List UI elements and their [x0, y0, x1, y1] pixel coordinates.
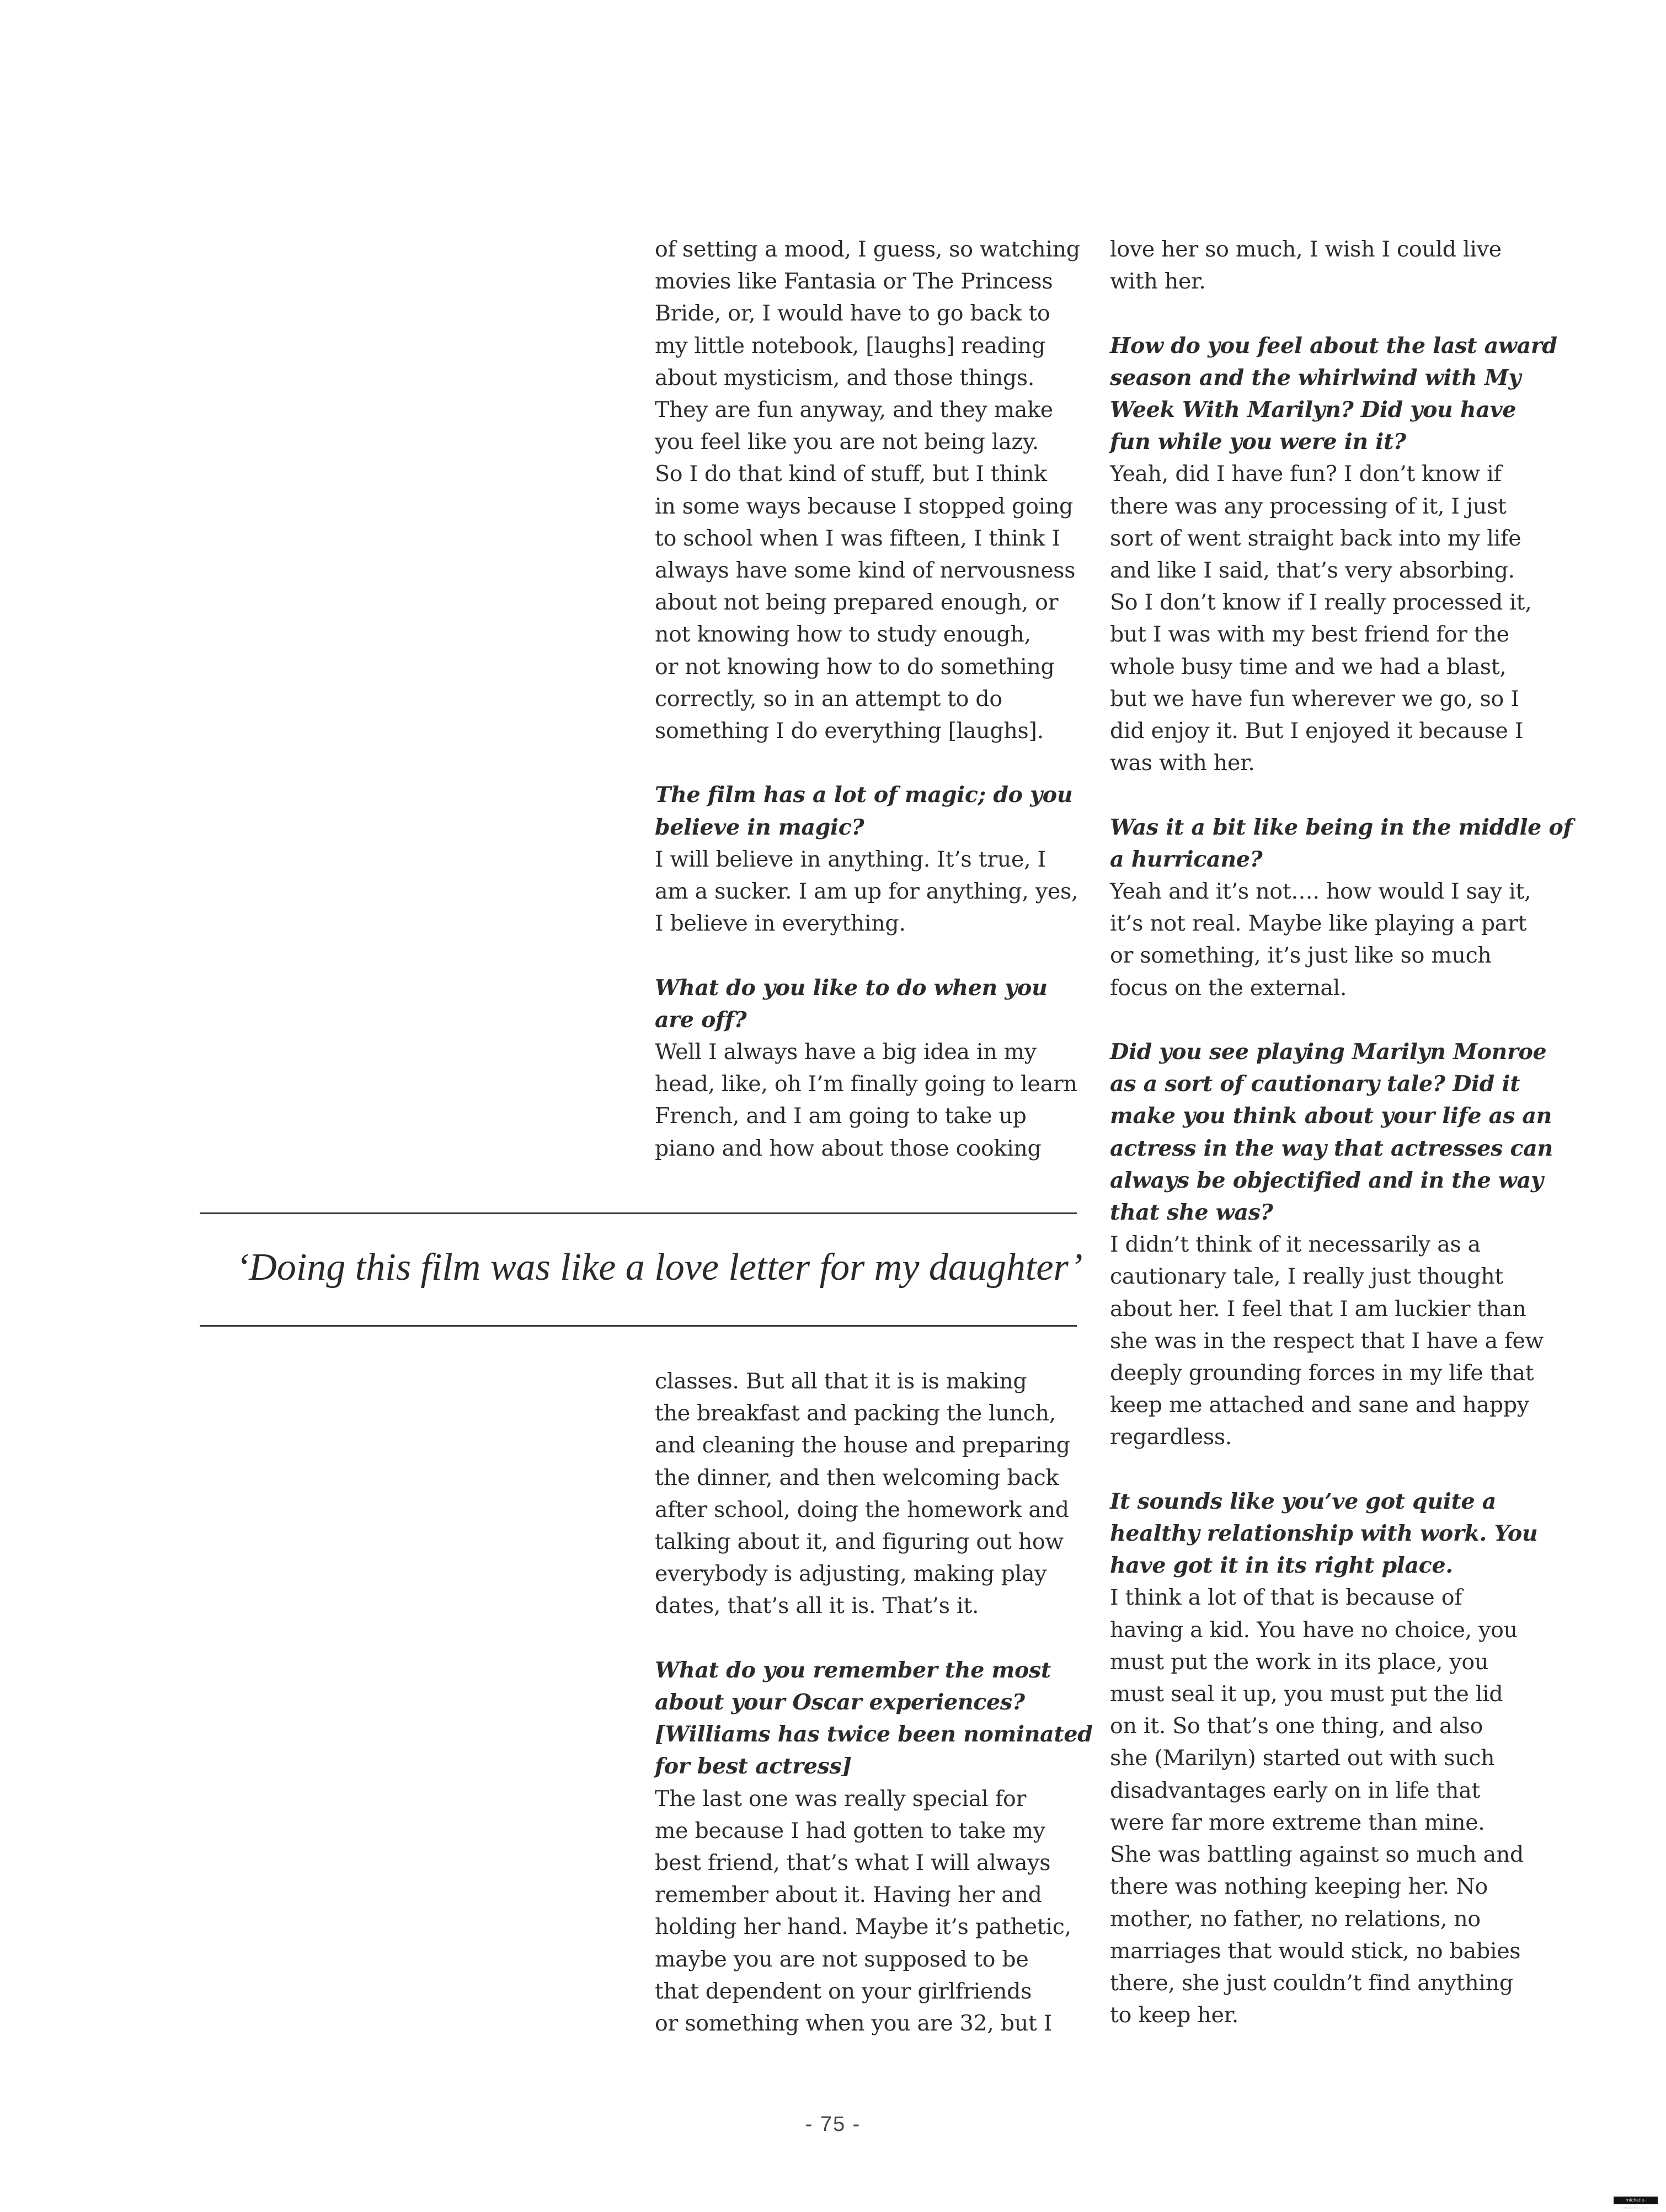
text-line: there was nothing keeping her. No: [1110, 1874, 1488, 1900]
text-line: dates, that’s all it is. That’s it.: [655, 1593, 979, 1619]
text-line: my little notebook, [laughs] reading: [655, 333, 1045, 359]
question-line: Did you see playing Marilyn Monroe: [1110, 1039, 1547, 1065]
question-line: always be objectified and in the way: [1110, 1167, 1544, 1193]
question-line: What do you remember the most: [655, 1657, 1051, 1683]
text-line: and cleaning the house and preparing: [655, 1433, 1070, 1458]
question-line: make you think about your life as an: [1110, 1103, 1552, 1129]
text-line: whole busy time and we had a blast,: [1110, 654, 1507, 680]
text-line: did enjoy it. But I enjoyed it because I: [1110, 718, 1524, 744]
text-line: I believe in everything.: [655, 911, 906, 937]
text-line: about mysticism, and those things.: [655, 365, 1035, 391]
text-line: I didn’t think of it necessarily as a: [1110, 1232, 1481, 1258]
pull-quote: ‘Doing this film was like a love letter for my daughter’: [236, 1246, 1083, 1289]
article-column-2: [655, 1365, 1091, 2039]
text-line: head, like, oh I’m finally going to learn: [655, 1071, 1077, 1097]
text-line: or not knowing how to do something: [655, 654, 1055, 680]
text-line: I think a lot of that is because of: [1110, 1585, 1462, 1611]
question-line: are off?: [655, 1007, 747, 1033]
question-line: as a sort of cautionary tale? Did it: [1110, 1071, 1520, 1097]
text-line: not knowing how to study enough,: [655, 622, 1031, 648]
text-line: were far more extreme than mine.: [1110, 1809, 1485, 1835]
text-line: was with her.: [1110, 750, 1255, 776]
text-line: So I do that kind of stuff, but I think: [655, 461, 1047, 487]
text-line: of setting a mood, I guess, so watching: [655, 237, 1080, 262]
paragraph-gap: [1110, 779, 1546, 811]
text-line: movies like Fantasia or The Princess: [655, 269, 1053, 295]
page-number: - 75 -: [805, 2113, 861, 2136]
question-line: Was it a bit like being in the middle of: [1110, 814, 1573, 840]
text-line: must seal it up, you must put the lid: [1110, 1681, 1503, 1707]
paragraph-gap: [1110, 1004, 1546, 1036]
question-line: fun while you were in it?: [1110, 429, 1406, 455]
text-line: holding her hand. Maybe it’s pathetic,: [655, 1914, 1071, 1940]
article-column-1: [655, 233, 1091, 1164]
question-line: The film has a lot of magic; do you: [655, 782, 1073, 808]
article-column-3: [1110, 233, 1573, 2031]
paragraph-gap: [655, 747, 1091, 779]
text-line: the dinner, and then welcoming back: [655, 1465, 1059, 1490]
paragraph-gap: [1110, 297, 1546, 329]
text-line: focus on the external.: [1110, 975, 1347, 1001]
text-line: or something when you are 32, but I: [655, 2011, 1053, 2037]
text-line: So I don’t know if I really processed it,: [1110, 590, 1532, 616]
question-line: believe in magic?: [655, 814, 864, 840]
text-line: correctly, so in an attempt to do: [655, 686, 1002, 712]
text-line: regardless.: [1110, 1424, 1232, 1450]
text-line: to school when I was fifteen, I think I: [655, 525, 1060, 551]
text-line: everybody is adjusting, making play: [655, 1561, 1047, 1587]
question-line: about your Oscar experiences?: [655, 1690, 1025, 1716]
text-line: there was any processing of it, I just: [1110, 493, 1507, 519]
question-line: season and the whirlwind with My: [1110, 365, 1521, 391]
text-line: sort of went straight back into my life: [1110, 525, 1521, 551]
text-line: must put the work in its place, you: [1110, 1649, 1489, 1675]
text-line: keep me attached and sane and happy: [1110, 1392, 1529, 1418]
question-line: actress in the way that actresses can: [1110, 1135, 1553, 1161]
text-line: you feel like you are not being lazy.: [655, 429, 1039, 455]
text-line: she was in the respect that I have a few: [1110, 1328, 1544, 1354]
text-line: and like I said, that’s very absorbing.: [1110, 558, 1515, 584]
text-line: piano and how about those cooking: [655, 1135, 1042, 1161]
text-line: she (Marilyn) started out with such: [1110, 1745, 1495, 1771]
text-line: deeply grounding forces in my life that: [1110, 1360, 1534, 1386]
watermark: michelle-williams.org: [1614, 2197, 1658, 2204]
text-line: on it. So that’s one thing, and also: [1110, 1713, 1483, 1739]
text-line: but I was with my best friend for the: [1110, 622, 1509, 648]
text-line: with her.: [1110, 269, 1206, 295]
text-line: I will believe in anything. It’s true, I: [655, 846, 1046, 872]
text-line: mother, no father, no relations, no: [1110, 1906, 1481, 1932]
pull-quote-rule-bottom: [200, 1325, 1077, 1327]
question-line: for best actress]: [655, 1754, 852, 1780]
text-line: love her so much, I wish I could live: [1110, 237, 1502, 262]
text-line: but we have fun wherever we go, so I: [1110, 686, 1519, 712]
question-line: Week With Marilyn? Did you have: [1110, 397, 1517, 423]
text-line: cautionary tale, I really just thought: [1110, 1264, 1503, 1290]
text-line: am a sucker. I am up for anything, yes,: [655, 879, 1078, 905]
text-line: The last one was really special for: [655, 1786, 1027, 1812]
text-line: Yeah, did I have fun? I don’t know if: [1110, 461, 1502, 487]
text-line: about her. I feel that I am luckier than: [1110, 1296, 1526, 1322]
question-line: What do you like to do when you: [655, 975, 1048, 1001]
text-line: disadvantages early on in life that: [1110, 1777, 1481, 1803]
text-line: after school, doing the homework and: [655, 1497, 1069, 1522]
question-line: that she was?: [1110, 1200, 1273, 1226]
paragraph-gap: [1110, 1454, 1546, 1486]
text-line: They are fun anyway, and they make: [655, 397, 1053, 423]
text-line: classes. But all that it is is making: [655, 1369, 1027, 1394]
text-line: the breakfast and packing the lunch,: [655, 1401, 1056, 1426]
question-line: healthy relationship with work. You: [1110, 1521, 1538, 1547]
text-line: having a kid. You have no choice, you: [1110, 1617, 1518, 1643]
text-line: or something, it’s just like so much: [1110, 943, 1492, 969]
question-line: How do you feel about the last award: [1110, 333, 1557, 359]
text-line: it’s not real. Maybe like playing a part: [1110, 911, 1527, 937]
text-line: to keep her.: [1110, 2002, 1239, 2028]
pull-quote-rule-top: [200, 1212, 1077, 1214]
text-line: something I do everything [laughs].: [655, 718, 1044, 744]
paragraph-gap: [655, 939, 1091, 971]
text-line: me because I had gotten to take my: [655, 1818, 1045, 1844]
text-line: talking about it, and figuring out how: [655, 1529, 1064, 1555]
question-line: It sounds like you’ve got quite a: [1110, 1488, 1497, 1514]
text-line: maybe you are not supposed to be: [655, 1946, 1029, 1972]
question-line: a hurricane?: [1110, 846, 1263, 872]
text-line: Bride, or, I would have to go back to: [655, 301, 1050, 327]
question-line: [Williams has twice been nominated: [655, 1722, 1093, 1748]
text-line: Yeah and it’s not…. how would I say it,: [1110, 879, 1531, 905]
question-line: have got it in its right place.: [1110, 1553, 1453, 1579]
text-line: She was battling against so much and: [1110, 1842, 1524, 1868]
text-line: marriages that would stick, no babies: [1110, 1938, 1521, 1964]
text-line: best friend, that’s what I will always: [655, 1850, 1051, 1876]
text-line: French, and I am going to take up: [655, 1103, 1027, 1129]
paragraph-gap: [655, 1622, 1091, 1654]
text-line: there, she just couldn’t find anything: [1110, 1970, 1513, 1996]
text-line: remember about it. Having her and: [655, 1882, 1042, 1908]
text-line: about not being prepared enough, or: [655, 590, 1059, 616]
text-line: in some ways because I stopped going: [655, 493, 1074, 519]
text-line: that dependent on your girlfriends: [655, 1978, 1032, 2004]
text-line: Well I always have a big idea in my: [655, 1039, 1037, 1065]
text-line: always have some kind of nervousness: [655, 558, 1076, 584]
